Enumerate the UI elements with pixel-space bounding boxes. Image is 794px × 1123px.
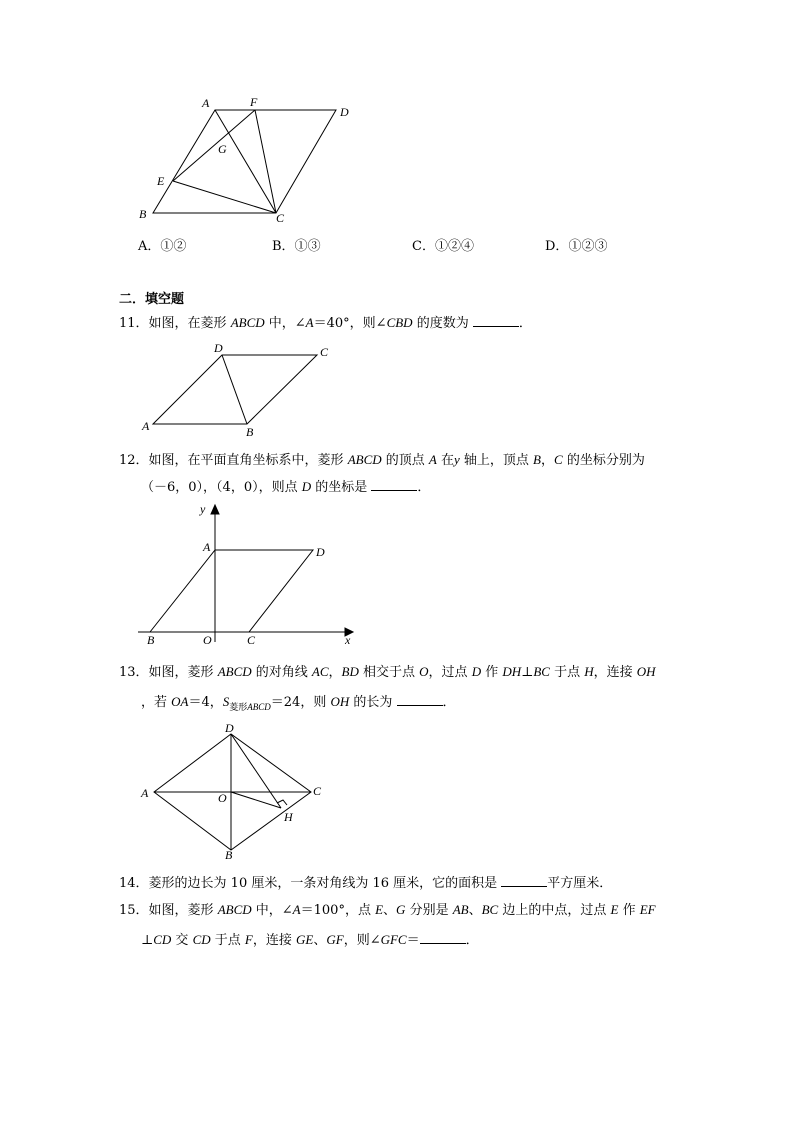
segment-ac (215, 110, 276, 213)
axis-label-x: x (345, 633, 351, 647)
answer-blank (397, 693, 443, 706)
point-label-c: C (276, 211, 285, 225)
point-label-e: E (157, 174, 165, 188)
rhombus-abcd (150, 550, 313, 632)
point-label-b: B (139, 207, 147, 221)
point-label-a: A (141, 786, 149, 800)
question-14: 14．菱形的边长为 10 厘米，一条对角线为 16 厘米，它的面积是 平方厘米． (119, 876, 613, 891)
diagonal-db (222, 355, 247, 424)
option-b: B．①③ (272, 239, 321, 254)
option-a: A．①② (138, 239, 187, 254)
answer-blank (371, 478, 417, 491)
question-11: 11．如图，在菱形 ABCD 中，∠A＝40°，则∠CBD 的度数为 ． (119, 315, 532, 331)
point-label-c: C (313, 784, 322, 798)
point-label-a: A (142, 419, 150, 433)
point-label-b: B (147, 633, 155, 647)
answer-blank (420, 931, 466, 944)
point-label-g: G (218, 142, 227, 156)
figure-q12 (0, 500, 794, 650)
option-d: D．①②③ (545, 239, 608, 254)
question-12: 12．如图，在平面直角坐标系中，菱形 ABCD 的顶点 A 在y 轴上，顶点 B，C 的坐标分别为 (119, 452, 645, 468)
question-13: 13．如图，菱形 ABCD 的对角线 AC，BD 相交于点 O，过点 D 作 DH⊥BC 于点 H，连接 OH (119, 664, 656, 680)
point-label-b: B (246, 425, 254, 439)
option-c: C．①②④ (412, 239, 474, 254)
point-label-o: O (203, 633, 212, 647)
segment-ec (173, 181, 276, 213)
segment-dh (231, 734, 281, 808)
figure-q12-lines (0, 500, 794, 650)
question-15-line2: ⊥CD 交 CD 于点 F，连接 GE、GF，则∠GFC＝ ． (141, 932, 479, 948)
point-label-f: F (250, 95, 258, 109)
point-label-d: D (225, 721, 234, 735)
point-label-a: A (202, 96, 210, 110)
segment-fc (255, 110, 276, 213)
segment-ef (173, 110, 255, 181)
answer-blank (501, 874, 547, 887)
point-label-d: D (340, 105, 349, 119)
point-label-d: D (214, 341, 223, 355)
segment-oh (231, 792, 281, 808)
question-13-line2: ，若 OA＝4，$S_{菱形ABCD}=24$，则 OH 的长为 ． (141, 694, 456, 713)
point-label-c: C (320, 345, 329, 359)
point-label-c: C (247, 633, 256, 647)
question-15: 15．如图，菱形 ABCD 中，∠A＝100°，点 E、G 分别是 AB、BC 边上的中点，过点 E 作 EF (119, 902, 656, 918)
figure-q10-lines (0, 0, 794, 240)
point-label-a: A (203, 540, 211, 554)
question-12-line2: （－6，0），（4，0），则点 D 的坐标是 ． (141, 479, 431, 495)
section-title: 二．填空题 (119, 292, 185, 307)
point-label-d: D (316, 545, 325, 559)
figure-q11-lines (0, 340, 794, 440)
answer-blank (473, 314, 519, 327)
point-label-h: H (284, 810, 293, 824)
point-label-o: O (218, 791, 227, 805)
figure-q13-lines (0, 720, 794, 865)
figure-q13 (0, 720, 794, 865)
point-label-b: B (225, 848, 233, 862)
figure-q11 (0, 340, 794, 440)
parallelogram-abcd (153, 110, 336, 213)
figure-q10 (0, 0, 794, 240)
axis-label-y: y (200, 502, 206, 516)
y-axis-arrow (211, 505, 219, 514)
